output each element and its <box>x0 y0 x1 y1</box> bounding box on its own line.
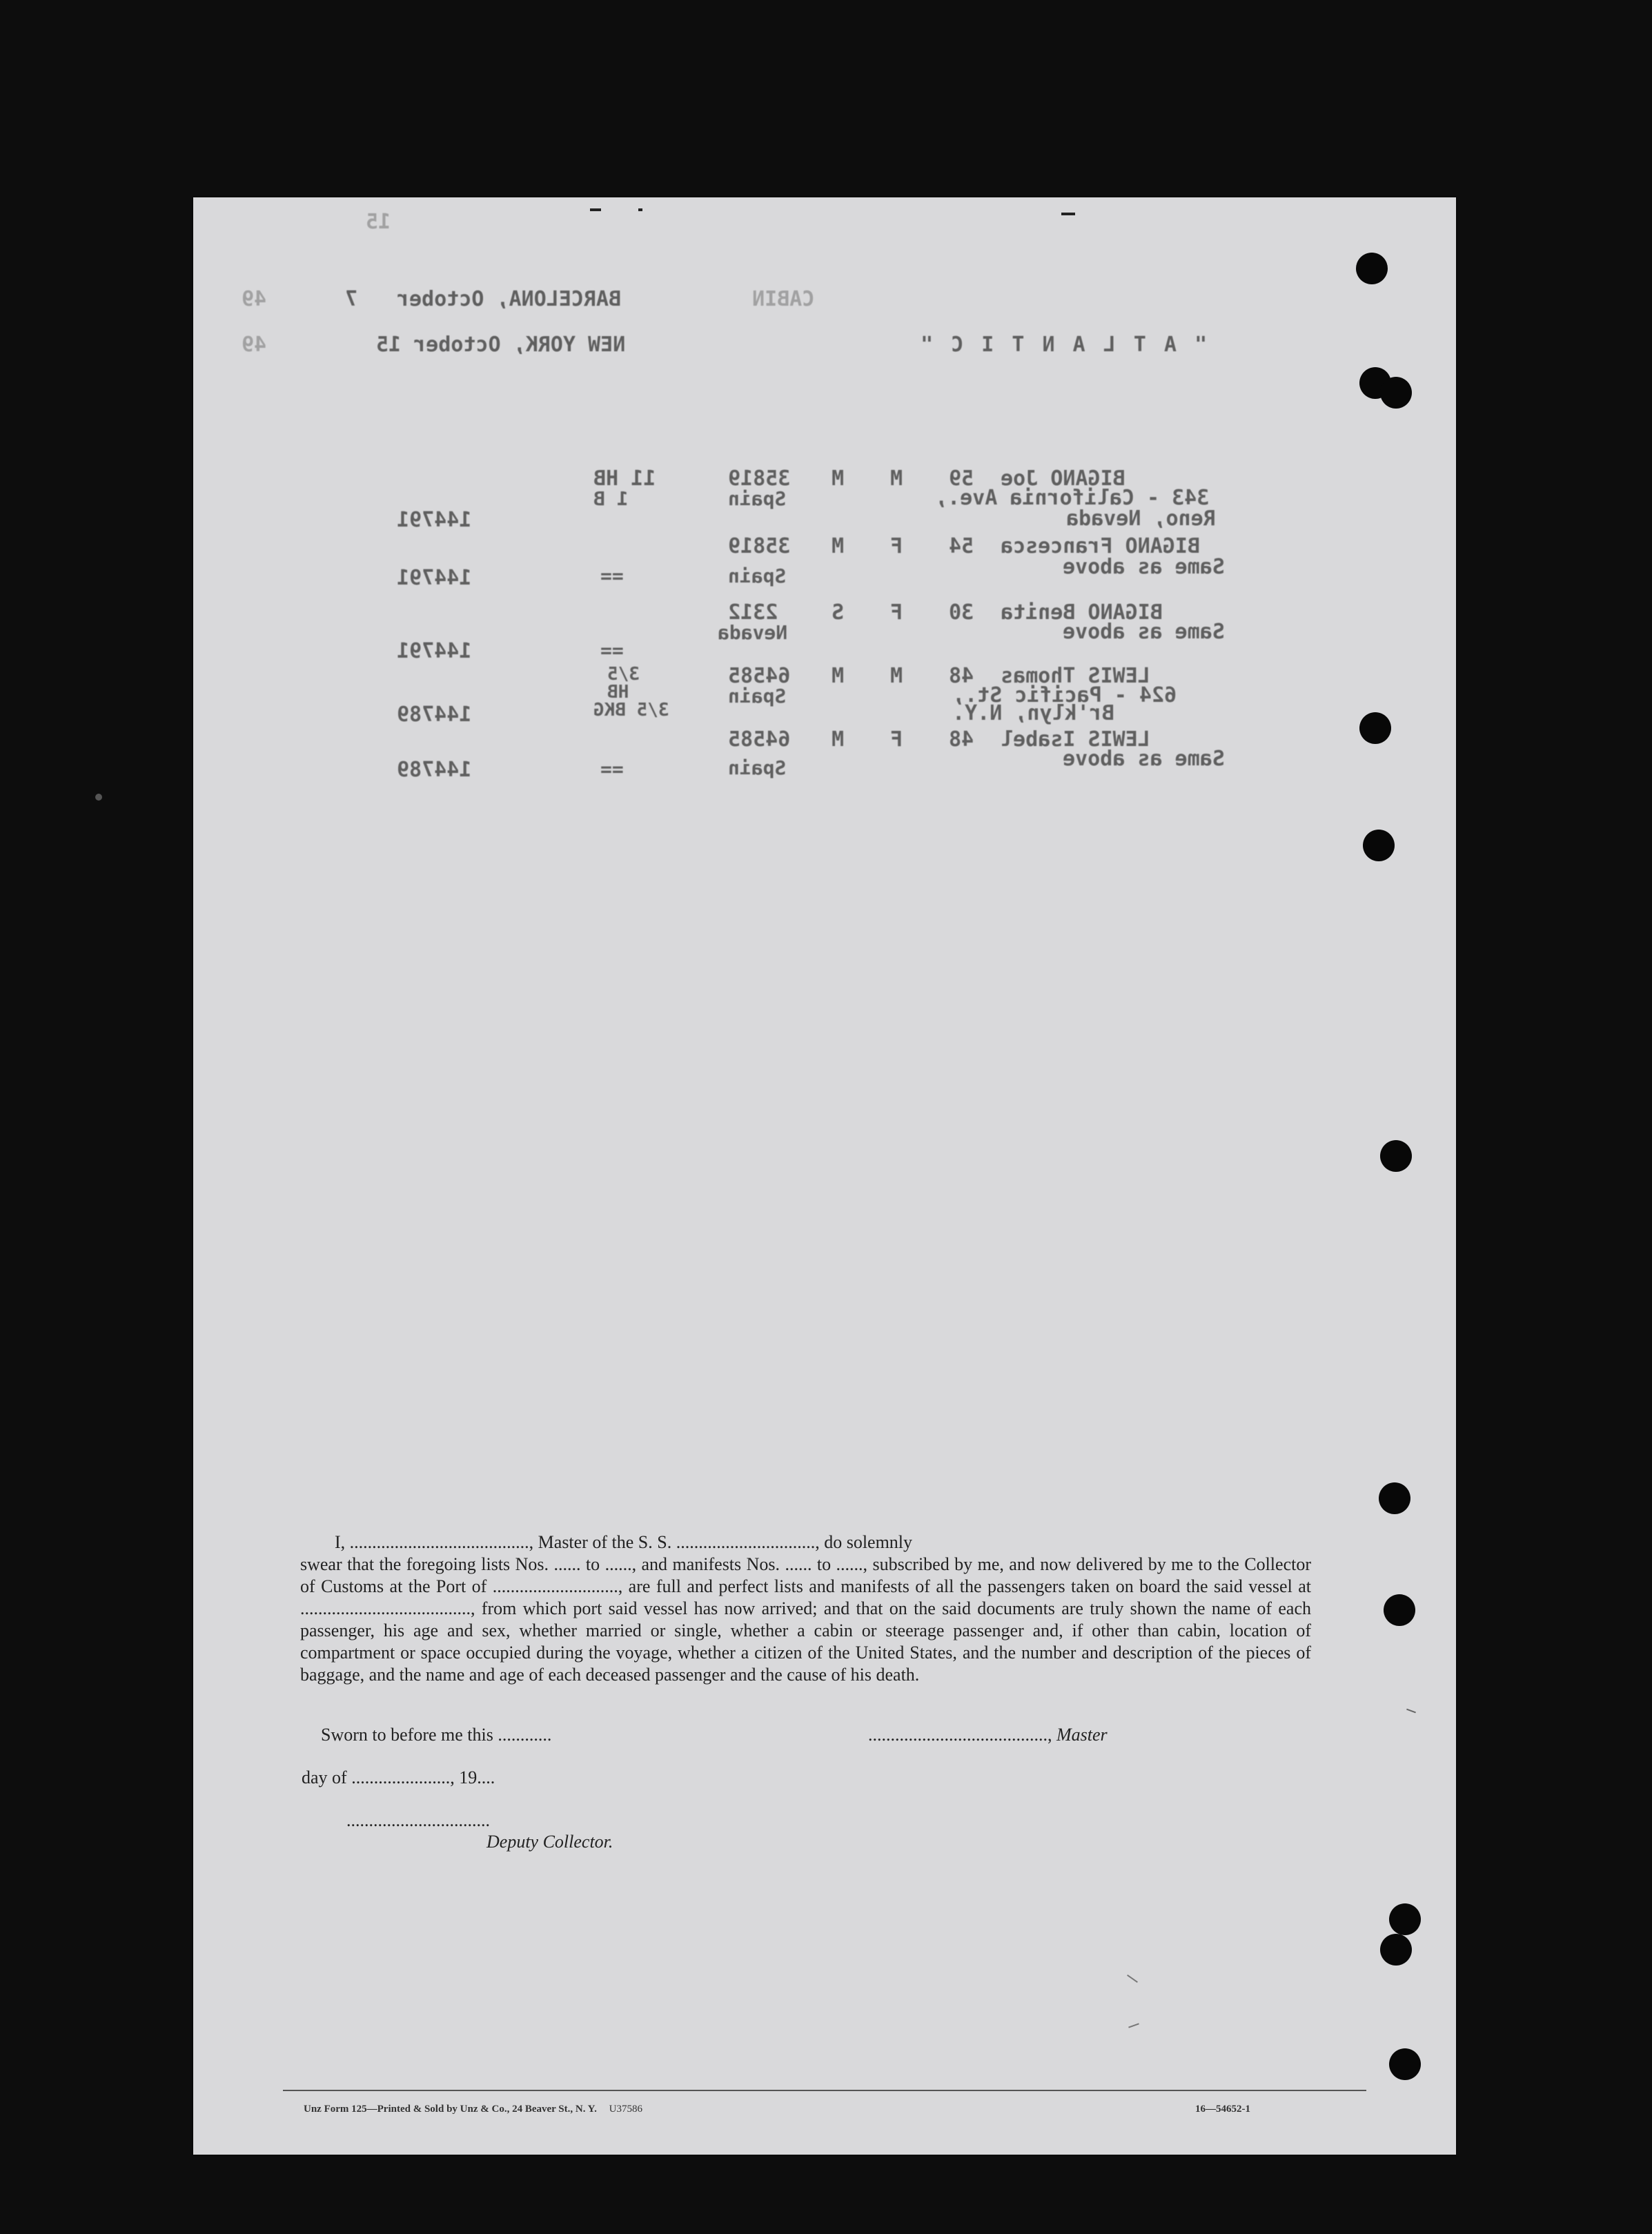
passenger-age: 48 <box>949 664 974 688</box>
passenger-ticket: 144791 <box>397 566 472 590</box>
binder-hole <box>1389 2048 1421 2080</box>
passenger-sex: M <box>890 664 903 688</box>
deputy-collector-label: Deputy Collector. <box>486 1832 613 1852</box>
passenger-ditto: == <box>600 639 624 662</box>
passenger-age: 54 <box>949 534 974 558</box>
passenger-code: 35819 <box>728 467 791 491</box>
form-number: 16—54652-1 <box>1195 2104 1250 2115</box>
passenger-ticket: 144789 <box>397 758 472 782</box>
deputy-dots: ................................ <box>346 1810 490 1830</box>
passenger-code: 64585 <box>728 664 791 688</box>
master-label: Master <box>1056 1725 1108 1745</box>
page-number: 15 <box>366 210 391 234</box>
passenger-address: 343 - California Ave., <box>935 486 1210 510</box>
passenger-mark: 1 B <box>593 487 629 510</box>
passenger-status: M <box>832 467 845 491</box>
binder-hole <box>1359 712 1391 744</box>
binder-hole <box>1356 253 1388 284</box>
arrival-port: NEW YORK, October 15 <box>376 333 626 357</box>
passenger-sex: F <box>890 534 903 558</box>
passenger-ditto: == <box>600 758 624 781</box>
passenger-address: 624 - Pacific St., <box>952 683 1177 707</box>
ink-mark <box>590 208 601 211</box>
passenger-ditto: == <box>600 565 624 587</box>
passenger-sex: F <box>890 727 903 752</box>
day-of-line: day of ......................, 19.... <box>302 1767 495 1787</box>
oath-body: swear that the foregoing lists Nos. ...... to ......, and manifests Nos. ...... to ......, subscribed by me, and now delivered by me to the Collector of Customs at the Port of ............................, are full and perfect lists and manifests of all the passengers taken on board the said vessel at ......................................, from which port said vessel has now arrived; and that on the said documents are truly shown the name of each passenger, his age and sex, whether married or single, whether a cabin or steerage passenger and, if other than cabin, location of compartment or space occupied during the voyage, whether a citizen of the United States, and the number and description of the pieces of baggage, and the name and age of each deceased passenger and the cause of his death. <box>300 1554 1311 1685</box>
passenger-country: Nevada <box>718 621 788 644</box>
binder-hole <box>1380 1140 1412 1172</box>
passenger-code: 64585 <box>728 727 791 752</box>
passenger-status: M <box>832 534 845 558</box>
departure-port: BARCELONA, October <box>397 287 622 311</box>
printer-code: U37586 <box>609 2104 642 2115</box>
pencil-mark <box>1128 2023 1139 2028</box>
passenger-name: BIGANO Francesca <box>1001 534 1200 558</box>
sworn-line: Sworn to before me this ............ <box>321 1725 552 1745</box>
oath-first-line: I, ........................................, Master of the S. S. ..............................., do solemnly <box>335 1532 913 1552</box>
pencil-mark <box>1127 1975 1138 1983</box>
passenger-address: Same as above <box>1063 555 1225 579</box>
printer-imprint <box>304 2104 642 2115</box>
passenger-ticket: 144789 <box>397 703 472 727</box>
passenger-ticket: 144791 <box>397 639 472 663</box>
footer-rule <box>283 2090 1366 2091</box>
passenger-status: S <box>832 600 845 625</box>
passenger-mark: HB <box>607 682 629 703</box>
passenger-sex: M <box>890 467 903 491</box>
passenger-status: M <box>832 664 845 688</box>
passenger-name: LEWIS Thomas <box>1001 664 1150 688</box>
departure-day: 7 <box>345 287 358 311</box>
passenger-address: Same as above <box>1063 747 1225 771</box>
binder-hole <box>1380 377 1412 409</box>
departure-year: 49 <box>242 287 267 311</box>
binder-hole <box>1384 1594 1415 1626</box>
passenger-city: Br'klyn, N.Y. <box>952 701 1114 725</box>
manifest-page <box>193 197 1456 2155</box>
passenger-country: Spain <box>728 487 787 510</box>
binder-hole <box>1379 1482 1410 1514</box>
ship-name: " A T L A N T I C " <box>918 333 1208 357</box>
passenger-code: 35819 <box>728 534 791 558</box>
ink-mark <box>1061 213 1075 215</box>
passenger-address: Same as above <box>1063 620 1225 644</box>
passenger-ticket: 144791 <box>397 508 472 532</box>
passenger-mark: 11 HB <box>593 467 656 491</box>
passenger-country: Spain <box>728 565 787 587</box>
cabin-class: CABIN <box>752 287 815 311</box>
scan-speck <box>95 794 102 801</box>
arrival-year: 49 <box>242 333 267 357</box>
master-signature-line <box>868 1725 1108 1745</box>
passenger-mark: 3/5 BKG <box>593 700 669 721</box>
binder-hole <box>1389 1903 1421 1935</box>
passenger-country: Spain <box>728 756 787 779</box>
passenger-sex: F <box>890 600 903 625</box>
passenger-name: BIGANO Benita <box>1001 600 1163 625</box>
passenger-status: M <box>832 727 845 752</box>
binder-hole <box>1363 830 1395 861</box>
passenger-age: 59 <box>949 467 974 491</box>
passenger-city: Reno, Nevada <box>1066 507 1216 531</box>
passenger-age: 30 <box>949 600 974 625</box>
pencil-mark <box>1406 1709 1416 1714</box>
passenger-mark: 3/5 <box>607 664 640 685</box>
passenger-name: BIGANO Joe <box>1001 467 1125 491</box>
ink-mark <box>638 208 642 211</box>
printer-name: Unz Form 125—Printed & Sold by Unz & Co., 24 Beaver St., N. Y. <box>304 2104 597 2115</box>
passenger-name: LEWIS Isabel <box>1001 727 1150 752</box>
master-dots: ........................................, <box>868 1725 1052 1745</box>
passenger-country: Spain <box>728 685 787 707</box>
master-oath <box>300 1531 1311 1686</box>
passenger-code: 2312 <box>728 600 778 625</box>
binder-hole <box>1380 1934 1412 1966</box>
passenger-age: 48 <box>949 727 974 752</box>
